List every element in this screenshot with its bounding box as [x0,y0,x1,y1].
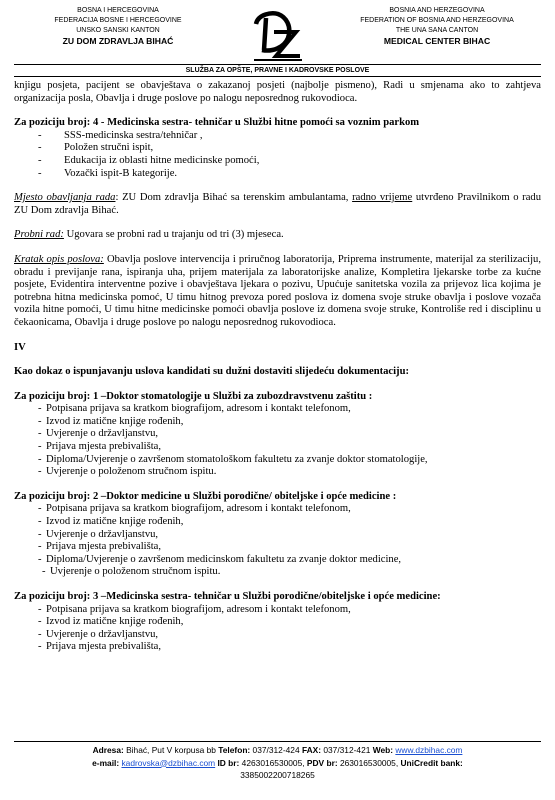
list-item: - Uvjerenje o položenom stručnom ispitu. [38,466,217,478]
letterhead [0,0,555,84]
position-1-documents [14,403,541,479]
bank-account-number: 3385002200718265 [240,770,315,780]
list-item: - Uvjerenje o položenom stručnom ispitu. [42,566,221,578]
letterhead-institution-en: MEDICAL CENTER BIHAC [383,36,491,46]
letterhead-institution: ZU DOM ZDRAVLJA BIHAĆ [62,36,174,46]
position-3-documents [14,604,541,654]
letterhead-country: BOSNA I HERCEGOVINA [77,7,159,14]
letterhead-left [18,6,218,47]
letterhead-country-en: BOSNIA AND HERZEGOVINA [389,7,485,14]
probation-label: Probni rad: [14,229,64,241]
list-item: - Potpisana prijava sa kratkom biografijom, adresom i kontakt telefonom, [38,503,351,515]
position-4-title: Za poziciju broj: 4 - Medicinska sestra- tehničar u Službi hitne pomoći sa voznim parkom [14,117,420,129]
list-item: - Potpisana prijava sa kratkom biografijom, adresom i kontakt telefonom, [38,403,351,415]
list-item: - Prijava mjesta prebivališta, [38,441,162,453]
letterhead-canton-en: THE UNA SANA CANTON [395,27,479,34]
letterhead-federation: FEDERACIJA BOSNE I HERCEGOVINE [54,17,182,24]
section-iv-heading: IV [14,341,26,353]
footer-ids-line: e-mail: kadrovska@dzbihac.com ID br: 4263016530005, PDV br: 263016530005, UniCredit bank: [92,757,463,768]
website-link[interactable]: www.dzbihac.com [395,745,463,755]
position-3-title: Za poziciju broj: 3 –Medicinska sestra- tehničar u Službi porodične/obiteljske i opće medicine: [14,591,441,602]
position-4-requirements [14,130,541,180]
department-divider [14,76,541,77]
list-item: - Izvod iz matične knjige rođenih, [38,415,184,427]
letterhead-right [337,6,537,47]
list-item: - Izvod iz matične knjige rođenih, [38,516,184,528]
footer-divider [14,741,541,742]
position-2-title: Za poziciju broj: 2 –Doktor medicine u Službi porodične/ obiteljske i opće medicine : [14,490,397,502]
list-item: - Diploma/Uvjerenje o završenom stomatološkom fakultetu za zvanje doktor stomatologije, [38,453,428,465]
list-item: - Potpisana prijava sa kratkom biografijom, adresom i kontakt telefonom, [38,603,351,615]
letterhead-canton: UNSKO SANSKI KANTON [76,27,160,34]
work-location-paragraph: Mjesto obavljanja rada: ZU Dom zdravlja Bihać sa terenskim ambulantama, radno vrijeme utvrđeno Pravilnikom o radu ZU Dom zdravlja Bihać. [14,192,542,216]
list-item: - Izvod iz matične knjige rođenih, [38,616,184,628]
job-description-paragraph: Kratak opis poslova: Obavlja poslove intervencija i priručnog laboratorija, Priprema instrumente, materijal za sterilizaciju, obradu i previjanje rana, ispiranja uha, prijem materijala za laboratorijske analize, Kompletira ljekarske torbe za kućne posjete, Evidentira interventne pozive i obavještava ljekara o pozivu, Upućuje sanitetska vozila za prijevoz lica kojima je potrebna hitna medicinska pomoć, U timu hitnog prevoza pored poslova iz domena svoje struke obavlja i poslove vozača vozila hitne pomoći, U timu hitne medicinske pomoći obavlja poslove iz domena svoje struke, Kontroliše red i disciplinu u čekaonicama, Obavlja i druge poslove po nalogu neposrednog rukovodioca. [14,253,541,328]
job-description-label: Kratak opis poslova: [14,253,104,265]
document-body [14,80,541,654]
list-item: - SSS-medicinska sestra/tehničar , [38,130,541,143]
list-item: - Diploma/Uvjerenje o završenom medicinskom fakultetu za zvanje doktor medicine, [38,553,402,565]
list-item: - Vozački ispit-B kategorije. [38,168,541,181]
probation-paragraph: Probni rad: Ugovara se probni rad u trajanju od tri (3) mjeseca. [14,229,284,241]
department-title: SLUŽBA ZA OPŠTE, PRAVNE I KADROVSKE POSLOVE [185,67,370,74]
list-item: - Prijava mjesta prebivališta, [38,641,162,653]
list-item: - Prijava mjesta prebivališta, [38,541,162,553]
documentation-heading: Kao dokaz o ispunjavanju uslova kandidati su dužni dostaviti slijedeću dokumentaciju: [14,366,410,378]
position-1-title: Za poziciju broj: 1 –Doktor stomatologije u Službi za zubozdravstvenu zaštitu : [14,390,373,402]
list-item: - Uvjerenje o državljanstvu, [38,628,159,640]
position-2-documents [14,503,541,579]
footer-contact-line: Adresa: Bihać, Put V korpusa bb Telefon: 037/312-424 FAX: 037/312-421 Web: www.dzbihac.com [92,745,463,755]
work-location-label: Mjesto obavljanja rada [14,192,116,204]
list-item: - Položen stručni ispit, [38,142,541,155]
list-item: - Uvjerenje o državljanstvu, [38,528,159,540]
letterhead-federation-en: FEDERATION OF BOSNIA AND HERZEGOVINA [360,17,514,24]
footer [14,744,541,782]
list-item: - Edukacija iz oblasti hitne medicinske pomoći, [38,155,541,168]
intro-paragraph: knjigu posjeta, pacijent se obavještava o zakazanoj posjeti (najbolje pismeno), Radi u smjenama ako to zahtjeva organizacija posla, Obavlja i druge poslove po nalogu neposrednog rukovodioca. [14,80,541,104]
letterhead-divider [14,64,541,65]
list-item: - Uvjerenje o državljanstvu, [38,428,159,440]
email-link[interactable]: kadrovska@dzbihac.com [121,757,216,768]
dom-zdravlja-logo [252,10,304,66]
